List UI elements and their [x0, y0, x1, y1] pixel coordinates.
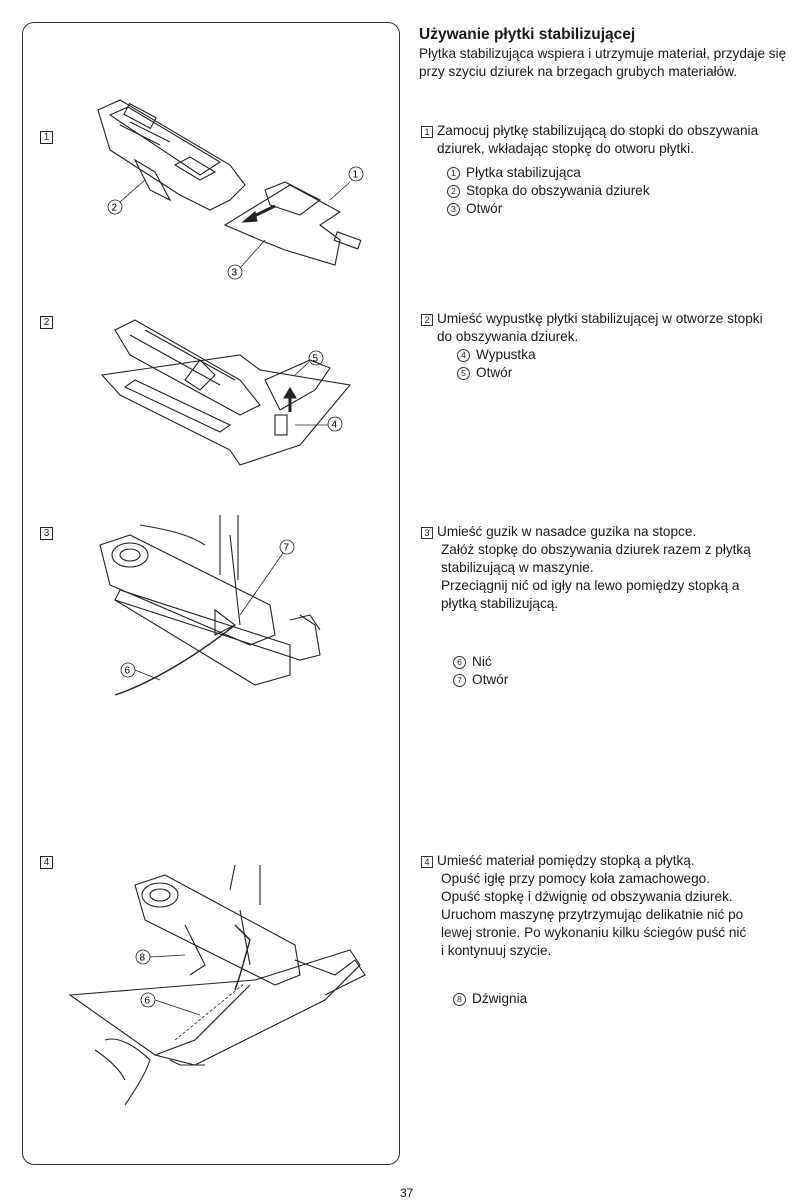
- figure-4-illustration: [65, 865, 385, 1115]
- callout-3: 3: [231, 267, 238, 279]
- legend-label-8: Dźwignia: [472, 991, 528, 1006]
- legend-num-8: 8: [453, 993, 466, 1006]
- callout-6: 6: [124, 665, 131, 677]
- step-4: [421, 852, 801, 1008]
- step-2-line-1: Umieść wypustkę płytki stabilizującej w otworze stopki: [437, 311, 763, 326]
- legend-label-1: Płytka stabilizująca: [466, 165, 581, 180]
- legend-label-7: Otwór: [472, 672, 509, 687]
- figure-step-4-number: 4: [40, 856, 53, 869]
- legend-label-2: Stopka do obszywania dziurek: [466, 183, 650, 198]
- step-1-line-1: Zamocuj płytkę stabilizującą do stopki do obszywania: [437, 123, 759, 138]
- legend-num-3: 3: [447, 203, 460, 216]
- legend-num-7: 7: [453, 674, 466, 687]
- legend-num-1: 1: [447, 167, 460, 180]
- legend-label-3: Otwór: [466, 201, 503, 216]
- legend-label-6: Nić: [472, 654, 492, 669]
- step-1-number: 1: [421, 126, 433, 138]
- page-title: Używanie płytki stabilizującej: [419, 26, 636, 43]
- page-number: 37: [400, 1186, 414, 1200]
- step-4-line-2: Opuść igłę przy pomocy koła zamachowego.: [441, 871, 710, 886]
- callout-6b: 6: [144, 995, 151, 1007]
- legend-num-5: 5: [457, 367, 470, 380]
- figure-step-1-number: 1: [40, 131, 53, 144]
- step-4-line-1: Umieść materiał pomiędzy stopką a płytką.: [437, 853, 695, 868]
- legend-num-4: 4: [457, 349, 470, 362]
- step-1: [421, 122, 801, 218]
- intro-text: Płytka stabilizująca wspiera i utrzymuje materiał, przydaje się przy szyciu dziurek na brzegach grubych materiałów.: [419, 46, 787, 79]
- figure-2-illustration: [90, 300, 390, 480]
- callout-1: 1: [352, 169, 359, 181]
- figure-1-illustration: [80, 90, 400, 290]
- step-3-line-1: Umieść guzik w nasadce guzika na stopce.: [437, 524, 697, 539]
- figure-step-2-number: 2: [40, 316, 53, 329]
- step-4-number: 4: [421, 856, 433, 868]
- step-3-line-5: płytką stabilizującą.: [441, 596, 559, 611]
- step-2: [421, 310, 801, 382]
- step-4-line-3: Opuść stopkę i dźwignię od obszywania dziurek.: [441, 889, 733, 904]
- legend-num-2: 2: [447, 185, 460, 198]
- figure-step-3-number: 3: [40, 527, 53, 540]
- step-2-number: 2: [421, 314, 433, 326]
- figure-3-illustration: [90, 515, 390, 715]
- step-4-line-6: i kontynuuj szycie.: [441, 943, 552, 958]
- step-4-line-5: lewej stronie. Po wykonaniu kilku ściegów puść nić: [441, 925, 747, 940]
- callout-5: 5: [312, 353, 319, 365]
- step-3-line-2: Załóż stopkę do obszywania dziurek razem z płytką: [441, 542, 751, 557]
- step-3-line-4: Przeciągnij nić od igły na lewo pomiędzy stopką a: [441, 578, 740, 593]
- step-3-number: 3: [421, 527, 433, 539]
- step-2-line-2: do obszywania dziurek.: [437, 329, 579, 344]
- legend-label-4: Wypustka: [476, 347, 536, 362]
- step-3-line-3: stabilizującą w maszynie.: [441, 560, 594, 575]
- callout-7: 7: [283, 542, 290, 554]
- step-1-line-2: dziurek, wkładając stopkę do otworu płytki.: [437, 141, 694, 156]
- callout-2: 2: [111, 202, 118, 214]
- step-3: [421, 523, 801, 689]
- legend-num-6: 6: [453, 656, 466, 669]
- callout-8: 8: [139, 952, 146, 964]
- callout-4: 4: [331, 419, 338, 431]
- legend-label-5: Otwór: [476, 365, 513, 380]
- step-4-line-4: Uruchom maszynę przytrzymując delikatnie nić po: [441, 907, 744, 922]
